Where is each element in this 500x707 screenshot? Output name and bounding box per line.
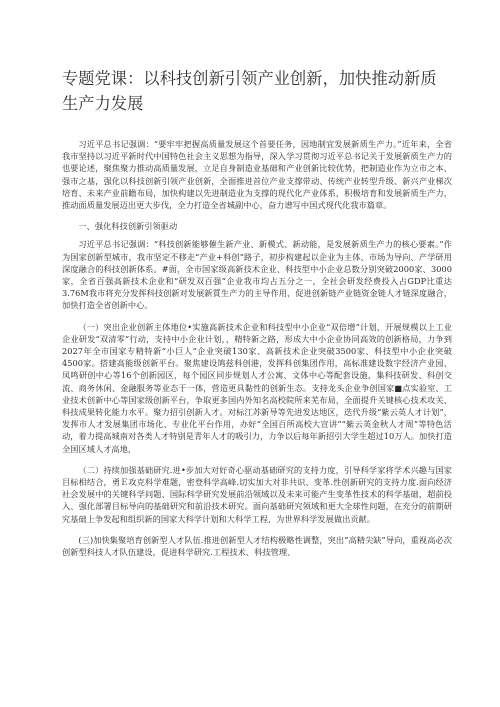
intro-paragraph: 习近平总书记强调：“要牢牢把握高质量发展这个首要任务，因地制宜发展新质生产力。”近年来，全省我市坚持以习近平新时代中国特色社会主义思想为指导，深入学习贯彻习近平总书记关于发展新质生产力的也要论述，聚焦聚力推动高质量发展，立足自身制造业基础和产业创新比较优势，把制造业作为立市之本、强市之基，强化以科技创新引领产业创新，全面推进首位产业支撑带动、传统产业转型升级、新兴产业梯次培育、未来产业前瞻布局，加快构建以先进制造业为支撑的现代化产业体系，积极培育和发展新质生产力，推动面质量发展迈出更大步伐，全力打造全省城副中心，奋力谱写中国式现代化我市篇章。 xyxy=(62,139,452,211)
document-title: 专题党课：以科技创新引领产业创新，加快推动新质生产力发展 xyxy=(62,69,437,113)
subsection-paragraph-2: （二）持续加强基础研究.进•步加大对好奇心驱动基础研究的支持力度，引导科学家将学术兴趣与国家目标相结合，勇Ｅ攻克科学难题，密登科学高峰.切实加大对非共识、变革.性创新研究的支持力度.面向经济社会发展中的关键科学问题、国际科学研究发展前沿领域以及未来可能产生变革性技术的科学基础，超前投入、强化部署目标导向的基础研究和前沿技术研究。面向基础研究领域和更大全球性问题，在充分的前期研究基础上争发起和组织新的国家大科学计划和大科学工程，为世界科学发展做出贡献。 xyxy=(62,464,452,524)
subsection-paragraph-3: (三)加快集聚培育创新型人才队伍.推进创新型人才结构极略性调整，突出“高精尖缺”导向，重视高必次创新型科技人才队伍建设，促进科学研究.工程技术、科技管理、 xyxy=(62,534,452,558)
section-heading: 一、强化科技创新引领驱动 xyxy=(78,221,178,232)
subsection-paragraph-1: （一）突出企业创新主体地位•实施高新技术企业和科技型中小企业“双倍增”计划，开展规模以上工业企业研发“双清零”行动，支持中小企业计划，，精特新之路，形成大中小企业协同高效的创新格局，力争到2027年全市国家专精特新“小巨人”企业突破130家、高新技术企业突破3500家、科技型中小企业突破4500家。搭建高能级创新平台。聚焦建设鸠兹科创港，发挥科创集团作用，高标准建设数字经济产业园、凤鸣研创中心等16个创新园区，每个园区同步规划人才公寓、文体中心等配套设施，集科技研发、科创交流、商务休闲、金融服务等业态于一体，营造更具黏性的创新生态。支持龙头企业争创国家■点实验室、工业技术创新中心等国家级创新平台，争取更多国内外知名高校院所来芜布局，全面提升关键核心技术攻关、科技成果转化能力水平。聚力招引创新人才。对标江苏新导等先进发达地区，迭代升级“紫云英人才计划”，发挥市人才发展集团市场化、专业化平台作用，办好“全国百所高校大宣讲”“紫云英金秋人才周”等特色活动，着力提高城南对各类人才特别是青年人才的吸引力，力争以后每年新招引大学生超过10万人。加快打造全国区域人才高地， xyxy=(62,321,452,454)
section-paragraph: 习近平总书记强调：“科技创新能够催生新产业、新模式、新动能，是发展新质生产力的核心要素。”作为国家创新型城市，我市坚定不移走“产业+科创”路子，初步构建起以企业为主体、市场为导向、产学研用深度融合的科技创新体系。#面，全市国家级高新技术企业、科技型中小企业总数分别突破2000家、3000家，全省百强高新技术企业和“研发双百强”企业我市均占五分之一，全社会研发经费投入占GDP比重达3.76M我市将充分发挥科技创新对发展新質生产力的主导作用，促进创新链产业链资金链人才链深度融合，加快打造全省创新中心。 xyxy=(62,239,452,311)
